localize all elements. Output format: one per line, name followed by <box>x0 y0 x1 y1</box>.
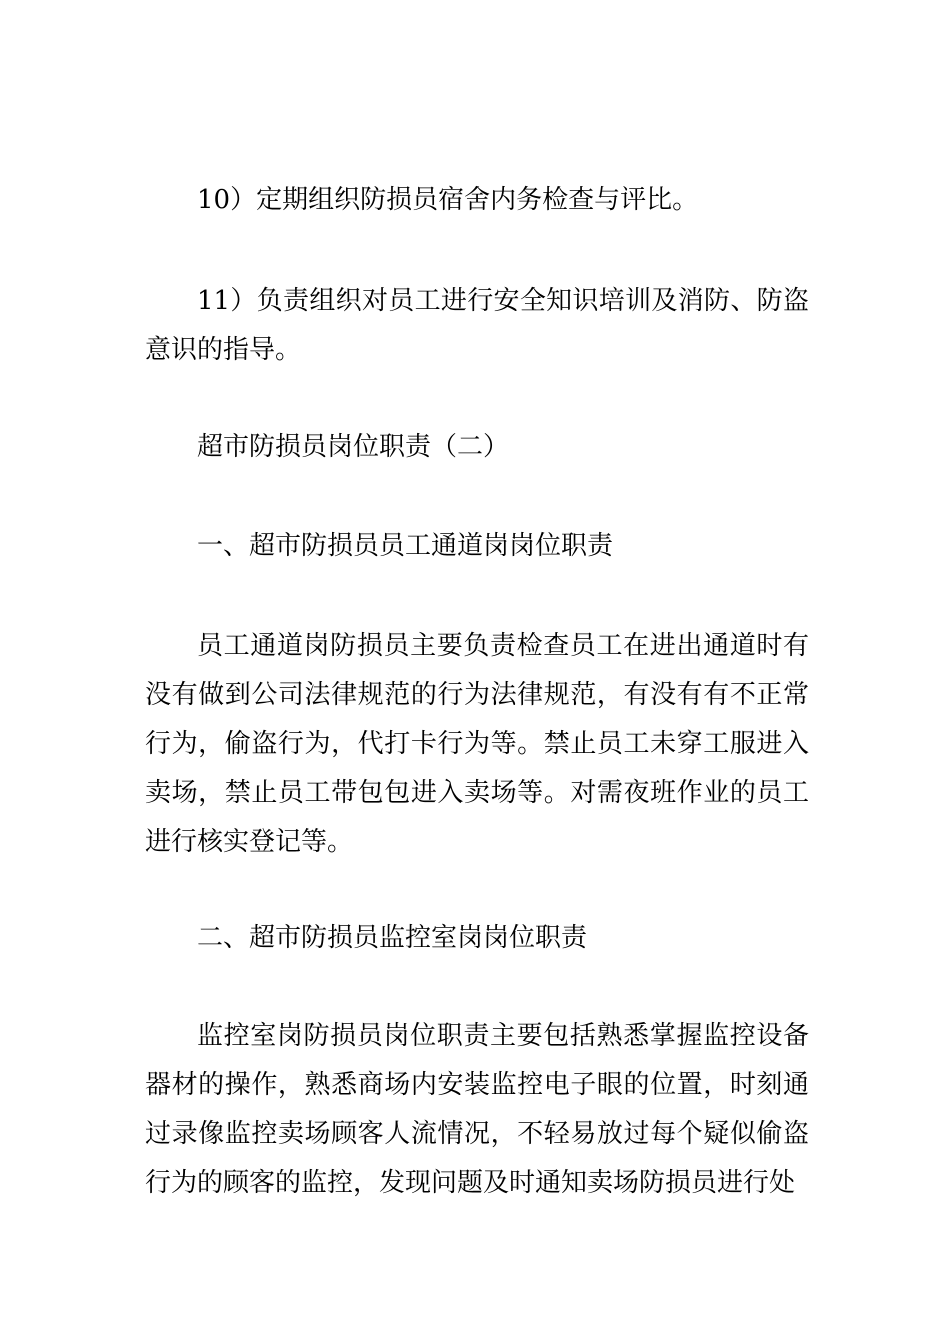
paragraph-staff-passage-duties: 员工通道岗防损员主要负责检查员工在进出通道时有没有做到公司法律规范的行为法律规范，有没有有不正常行为，偷盗行为，代打卡行为等。禁止员工未穿工服进入卖场，禁止员工带包包进入卖场等。对需夜班作业的员工进行核实登记等。 <box>145 631 809 857</box>
heading-staff-passage-post: 一、超市防损员员工通道岗岗位职责 <box>197 531 614 561</box>
heading-monitoring-room-post: 二、超市防损员监控室岗岗位职责 <box>197 923 588 953</box>
paragraph-item-11: 11）负责组织对员工进行安全知识培训及消防、防盗意识的指导。 <box>145 286 809 365</box>
section-title: 超市防损员岗位职责（二） <box>197 432 510 462</box>
paragraph-item-10: 10）定期组织防损员宿舍内务检查与评比。 <box>197 185 699 215</box>
paragraph-monitoring-room-duties: 监控室岗防损员岗位职责主要包括熟悉掌握监控设备器材的操作，熟悉商场内安装监控电子眼的位置，时刻通过录像监控卖场顾客人流情况，不轻易放过每个疑似偷盗行为的顾客的监控，发现问题及时通知卖场防损员进行处 <box>145 1021 809 1198</box>
